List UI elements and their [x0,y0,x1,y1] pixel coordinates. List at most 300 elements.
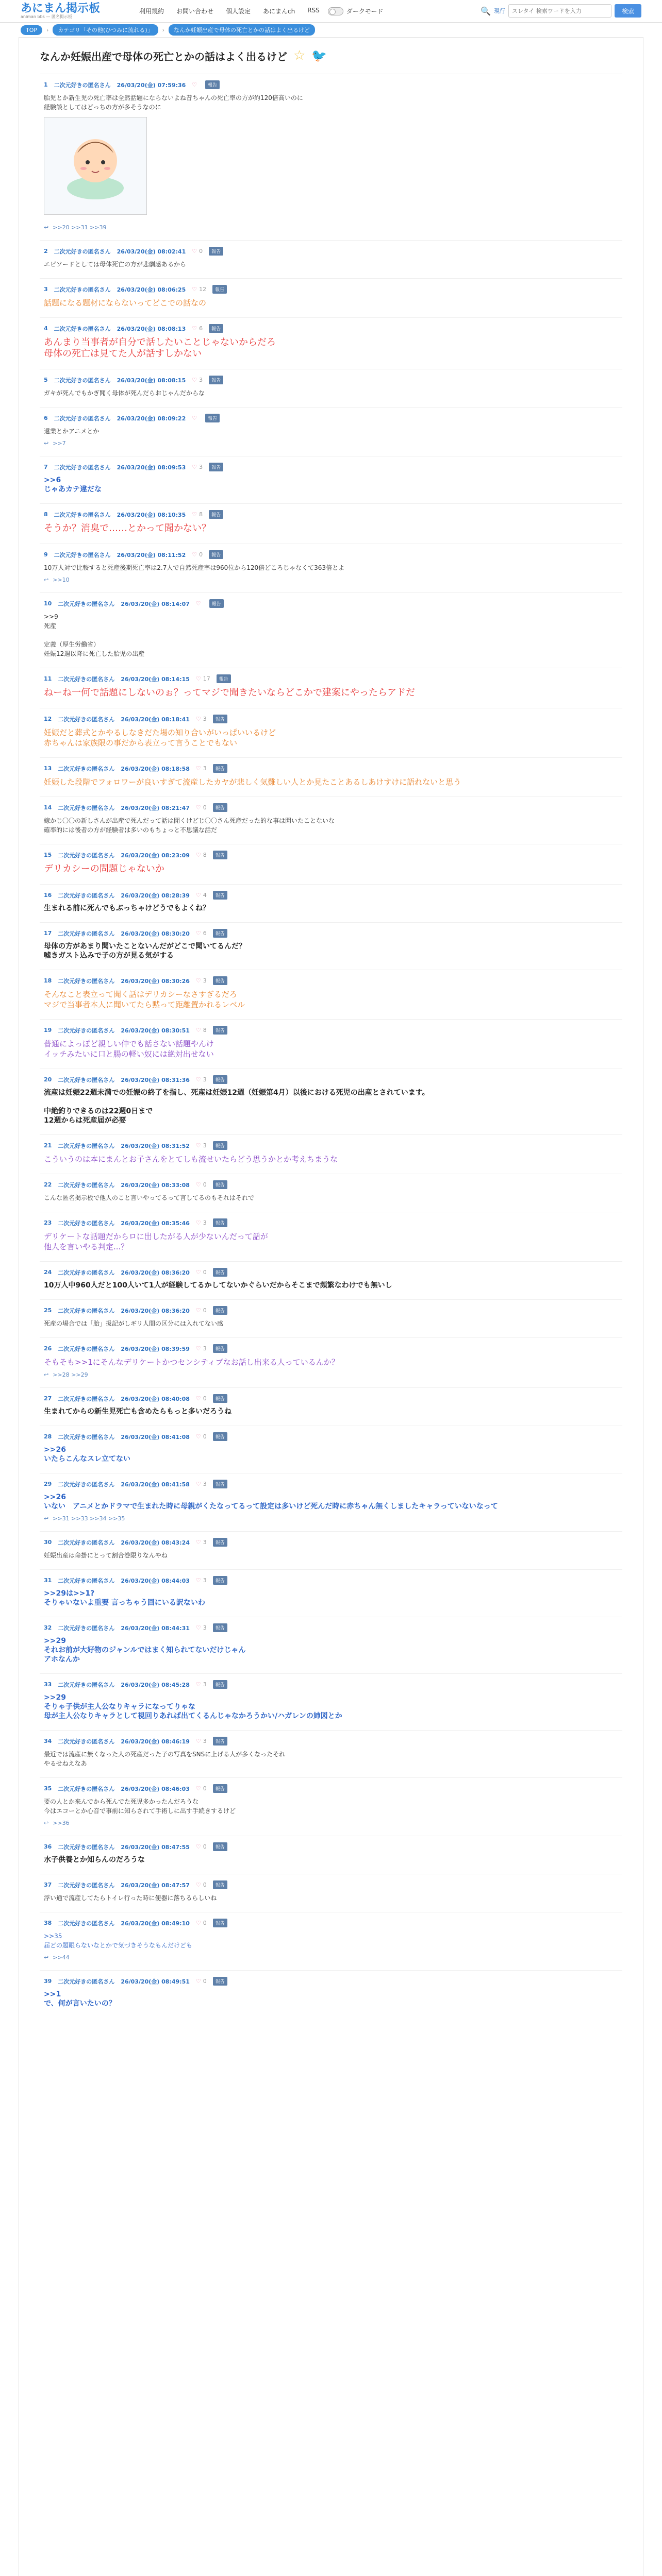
post-number[interactable]: 16 [44,892,52,899]
post-number[interactable]: 1 [44,81,48,88]
nav-animanch[interactable]: あにまんch [263,8,295,15]
heart-icon[interactable]: ♡ [195,977,201,984]
post-author: 二次元好きの匿名さん [58,675,115,683]
post-body [40,726,622,748]
post-body [40,686,622,699]
heart-icon[interactable]: ♡ [195,1539,201,1546]
heart-icon[interactable]: ♡ [195,1738,201,1744]
report-button[interactable]: 報告 [213,1623,227,1632]
post-line: 普通によっぽど親しい仲でも話さない話題やんけ [44,1039,214,1048]
heart-icon[interactable]: ♡ [192,415,197,421]
breadcrumb-top[interactable]: TOP [21,25,42,35]
post-number[interactable]: 12 [44,716,52,722]
reply-link[interactable]: >>44 [53,1954,70,1961]
post-body [40,1989,622,2008]
post-date: 26/03/20(金) 08:31:36 [121,1076,190,1083]
reply-links [40,572,622,583]
heart-icon[interactable]: ♡ [195,1142,201,1149]
like-count: 8 [203,852,207,858]
post-line: 他人を言いやる判定...？ [44,1242,129,1251]
breadcrumb-category[interactable]: カテゴリ「その他(ひつみに流れる)」 [53,24,158,36]
post-date: 26/03/20(金) 08:30:51 [121,1027,190,1034]
heart-icon[interactable]: ♡ [195,716,201,722]
heart-icon[interactable]: ♡ [195,1345,201,1352]
heart-icon[interactable]: ♡ [192,248,197,255]
post-number[interactable]: 13 [44,765,52,772]
post [40,1212,622,1261]
post-line: 赤ちゃんは家族限の事だから表立って言うことでもない [44,738,238,748]
post-date: 26/03/20(金) 08:08:13 [117,325,186,332]
like-count: 0 [203,1269,207,1276]
reply-links [40,1511,622,1522]
post-number[interactable]: 14 [44,804,52,811]
post-line[interactable]: >>29 [44,1693,66,1702]
post-header [40,1477,622,1492]
report-button[interactable]: 報告 [213,1026,227,1035]
post-author: 二次元好きの匿名さん [58,1269,115,1276]
report-button[interactable]: 報告 [213,1919,227,1927]
post-body [40,611,622,658]
heart-icon[interactable]: ♡ [192,81,197,88]
post-author: 二次元好きの匿名さん [58,1882,115,1889]
heart-icon[interactable]: ♡ [192,377,197,383]
post [40,456,622,503]
report-button[interactable]: 報告 [213,851,227,859]
post-body [40,92,622,112]
post-number[interactable]: 3 [44,286,48,293]
report-button[interactable]: 報告 [213,1576,227,1585]
post [40,1299,622,1337]
post-header [40,848,622,862]
post-author: 二次元好きの匿名さん [58,1539,115,1546]
reply-link[interactable]: >>10 [53,577,70,583]
post-body [40,903,622,913]
reply-icon: ↩ [44,440,49,447]
like-count: 0 [203,1920,207,1926]
post-header [40,1303,622,1318]
post-header [40,761,622,776]
post-number[interactable]: 35 [44,1785,52,1792]
heart-icon[interactable]: ♡ [195,1307,201,1314]
post-number[interactable]: 36 [44,1843,52,1850]
post-number[interactable]: 9 [44,551,48,558]
report-button[interactable]: 報告 [205,414,220,422]
post-author: 二次元好きの匿名さん [58,600,115,607]
post-number[interactable]: 15 [44,852,52,858]
reply-link[interactable]: >>28 >>29 [53,1371,88,1378]
post-author: 二次元好きの匿名さん [54,464,111,471]
post [40,369,622,407]
post-number[interactable]: 22 [44,1181,52,1188]
post [40,1134,622,1174]
post-number[interactable]: 30 [44,1539,52,1546]
post-author: 二次元好きの匿名さん [58,1181,115,1189]
heart-icon[interactable]: ♡ [195,930,201,937]
post-line: そもそも>>1にそんなデリケートかつセンシティブなお話し出来る人っているんか？ [44,1358,339,1367]
post-number[interactable]: 11 [44,675,52,682]
heart-icon[interactable]: ♡ [195,1027,201,1033]
post [40,1387,622,1426]
post [40,844,622,884]
logo-text[interactable]: あにまん掲示板 [21,2,101,15]
post-body [40,941,622,960]
heart-icon[interactable]: ♡ [192,551,197,558]
post-date: 26/03/20(金) 08:49:10 [121,1920,190,1927]
report-button[interactable]: 報告 [213,764,227,773]
post-body [40,1854,622,1865]
heart-icon[interactable]: ♡ [192,286,197,293]
report-button[interactable]: 報告 [213,715,227,723]
heart-icon[interactable]: ♡ [195,804,201,811]
report-button[interactable]: 報告 [209,463,223,471]
post-image[interactable] [44,117,147,215]
thread-container [19,37,643,2576]
post-line: それお前が大好物のジャンルではまく知られてないだけじゃん [44,1646,246,1654]
like-count: 0 [203,804,207,811]
breadcrumb-thread[interactable]: なんか妊娠出産で母体の死亡とかの話はよく出るけど [169,24,315,36]
post-author: 二次元好きの匿名さん [58,804,115,811]
report-button[interactable]: 報告 [213,1141,227,1150]
post-header [40,671,622,686]
reply-links [40,1950,622,1961]
post-number[interactable]: 37 [44,1882,52,1888]
post-number[interactable]: 28 [44,1433,52,1440]
report-button[interactable]: 報告 [213,1218,227,1227]
report-button[interactable]: 報告 [213,1680,227,1689]
post-author: 二次元好きの匿名さん [58,1920,115,1927]
post-header [40,244,622,259]
report-button[interactable]: 報告 [213,929,227,938]
like-count: 0 [199,248,203,255]
post [40,1874,622,1912]
report-button[interactable]: 報告 [213,1075,227,1084]
post-number[interactable]: 32 [44,1624,52,1631]
like-count: 0 [203,1843,207,1850]
like-count: 8 [203,1027,207,1033]
post-line[interactable]: >>9 [44,613,58,620]
post-line: デリケートな話題だからロに出したがる人が少ないんだって話が [44,1232,268,1241]
star-icon[interactable]: ☆ [293,48,306,63]
post-header [40,1620,622,1635]
post-date: 26/03/20(金) 08:39:59 [121,1345,190,1352]
heart-icon[interactable]: ♡ [195,1920,201,1926]
report-button[interactable]: 報告 [213,1977,227,1986]
heart-icon[interactable]: ♡ [195,1785,201,1792]
post-line[interactable]: >>35 [44,1933,62,1940]
heart-icon[interactable]: ♡ [192,511,197,518]
reply-icon: ↩ [44,1515,49,1522]
nav-rss[interactable]: RSS [307,7,320,14]
post-line: 母体の死亡は見てた人が話すしかない [44,348,202,359]
post-number[interactable]: 20 [44,1076,52,1083]
post-number[interactable]: 5 [44,377,48,383]
like-count: 3 [203,1577,207,1584]
post-body [40,1356,622,1367]
reply-link[interactable]: >>7 [53,440,66,447]
post-number[interactable]: 38 [44,1920,52,1926]
post-line: 妊娠した段階でフォロワーが良いすぎて流産したカヤが悲しく気難しい人とか見たことあるしあけすけに語れないと思う [44,777,461,787]
post-author: 二次元好きの匿名さん [54,511,111,518]
heart-icon[interactable]: ♡ [195,1395,201,1402]
post-line: 10万人対で比較すると死産後期死亡率は2.7人で自然死産率は960位から120倍どころじゃなくて363倍とよ [44,564,345,571]
post-line: 中絶釣りできるのは22週0日まで [44,1107,153,1115]
post-header [40,1677,622,1692]
post-number[interactable]: 26 [44,1345,52,1352]
post-line: 今はエコーとか心音で事前に知らされて手術しに出す手続きするけど [44,1807,236,1815]
post [40,1261,622,1299]
search-scope[interactable]: 現行 [493,8,505,14]
heart-icon[interactable]: ♡ [195,1978,201,1985]
report-button[interactable]: 報告 [213,1180,227,1189]
post [40,884,622,922]
post-number[interactable]: 8 [44,511,48,518]
like-count: 12 [199,286,207,293]
report-button[interactable]: 報告 [213,1737,227,1745]
post-number[interactable]: 2 [44,248,48,255]
post-body [40,776,622,787]
post-number[interactable]: 17 [44,930,52,937]
heart-icon[interactable]: ♡ [195,1181,201,1188]
report-button[interactable]: 報告 [213,1306,227,1315]
dark-mode-toggle[interactable] [328,7,343,15]
nav-settings[interactable]: 個人設定 [226,8,251,15]
header-nav [139,7,320,15]
post [40,1426,622,1473]
post [40,1019,622,1069]
breadcrumb-sep-icon: › [162,26,164,33]
post-date: 26/03/20(金) 08:41:08 [121,1433,190,1440]
post [40,1730,622,1777]
heart-icon[interactable]: ♡ [195,1843,201,1850]
report-button[interactable]: 報告 [213,976,227,985]
post-header [40,1916,622,1930]
post-body [40,1892,622,1903]
report-button[interactable]: 報告 [205,80,220,89]
post-body [40,1444,622,1464]
breadcrumb-sep-icon: › [46,26,49,33]
report-button[interactable]: 報告 [213,1784,227,1793]
post-body [40,297,622,308]
search-input[interactable] [508,4,611,18]
site-logo[interactable] [21,3,124,19]
heart-icon[interactable]: ♡ [195,1882,201,1888]
post-header [40,1429,622,1444]
post-number[interactable]: 39 [44,1978,52,1985]
post-date: 26/03/20(金) 08:09:53 [117,464,186,471]
report-button[interactable]: 報告 [213,1538,227,1547]
post-header [40,1341,622,1356]
post-line: 確率的には後者の方が経験者は多いのもちょっと不思議な話だ [44,826,218,834]
post-number[interactable]: 4 [44,325,48,332]
report-button[interactable]: 報告 [213,1880,227,1889]
post-author: 二次元好きの匿名さん [58,1307,115,1314]
search-area [481,4,641,18]
like-count: 4 [203,892,207,899]
reply-links [40,1367,622,1378]
heart-icon[interactable]: ♡ [192,325,197,332]
post-author: 二次元好きの匿名さん [54,81,111,89]
report-button[interactable]: 報告 [213,1394,227,1403]
post-date: 26/03/20(金) 08:46:03 [121,1785,190,1792]
post-date: 26/03/20(金) 08:14:15 [121,675,190,683]
heart-icon[interactable]: ♡ [195,1433,201,1440]
post-number[interactable]: 6 [44,415,48,421]
report-button[interactable]: 報告 [209,599,224,608]
post-author: 二次元好きの匿名さん [58,1433,115,1440]
heart-icon[interactable]: ♡ [192,464,197,470]
post-line: こういうのは本にまんとお子さんをとてしも流せいたらどう思うかとか考えちまうな [44,1155,338,1164]
report-button[interactable]: 報告 [209,510,223,519]
breadcrumb [0,23,662,37]
heart-icon[interactable]: ♡ [195,1076,201,1083]
heart-icon[interactable]: ♡ [195,1269,201,1276]
like-count: 3 [203,1076,207,1083]
post-number[interactable]: 18 [44,977,52,984]
post-line: 経験談としてはどっちの方が多そうなのに [44,104,161,111]
post-number[interactable]: 31 [44,1577,52,1584]
report-button[interactable]: 報告 [212,285,227,294]
post [40,1337,622,1387]
post-line: ガキが死んでもかぎ聞く母体が死んだらおじゃんだからな [44,389,205,397]
reply-link[interactable]: >>31 >>33 >>34 >>35 [53,1515,125,1522]
post-line: 母体の方があまり聞いたことないんだがどこで聞いてるんだ？ [44,942,246,951]
heart-icon[interactable]: ♡ [195,1219,201,1226]
report-button[interactable]: 報告 [217,674,231,683]
reply-link[interactable]: >>36 [53,1820,70,1826]
post-line: じゃあカテ違だな [44,485,102,494]
post-date: 26/03/20(金) 08:40:08 [121,1395,190,1402]
post-author: 二次元好きの匿名さん [54,377,111,384]
report-button[interactable]: 報告 [209,376,223,384]
post-body [40,1635,622,1664]
report-button[interactable]: 報告 [209,550,223,559]
post-number[interactable]: 23 [44,1219,52,1226]
nav-contact[interactable]: お問い合わせ [176,8,214,15]
post-number[interactable]: 27 [44,1395,52,1402]
post-body [40,1087,622,1125]
report-button[interactable]: 報告 [213,1268,227,1277]
report-button[interactable]: 報告 [209,324,223,333]
post-date: 26/03/20(金) 08:10:35 [117,511,186,518]
post-author: 二次元好きの匿名さん [58,1843,115,1851]
report-button[interactable]: 報告 [209,247,223,256]
post [40,74,622,240]
heart-icon[interactable]: ♡ [195,1624,201,1631]
post-body [40,474,622,494]
post-body [40,1230,622,1252]
post-date: 26/03/20(金) 08:11:52 [117,551,186,558]
post-number[interactable]: 19 [44,1027,52,1033]
post-author: 二次元好きの匿名さん [58,1681,115,1688]
heart-icon[interactable]: ♡ [195,1481,201,1487]
post-number[interactable]: 25 [44,1307,52,1314]
heart-icon[interactable]: ♡ [195,852,201,858]
heart-icon[interactable]: ♡ [195,600,201,607]
post-author: 二次元好きの匿名さん [58,892,115,899]
report-button[interactable]: 報告 [213,1480,227,1488]
post-line[interactable]: >>26 [44,1493,66,1501]
post-line: 浮い通で流産してたらトイレ行った時に便器に落ちるらしいね [44,1894,217,1902]
post-date: 26/03/20(金) 08:30:20 [121,930,190,937]
post-author: 二次元好きの匿名さん [58,1577,115,1584]
like-count: 8 [199,511,203,518]
post-date: 26/03/20(金) 08:36:20 [121,1307,190,1314]
post-line[interactable]: >>6 [44,476,61,484]
post-header [40,800,622,815]
post-author: 二次元好きの匿名さん [58,1978,115,1985]
post-author: 二次元好きの匿名さん [58,1738,115,1745]
post-date: 26/03/20(金) 08:47:57 [121,1882,190,1889]
post-line: そんなこと表立って聞く話はデリカシーなさすぎるだろ [44,990,237,999]
reply-link[interactable]: >>20 >>31 >>39 [53,224,107,231]
post-number[interactable]: 21 [44,1142,52,1149]
post-header [40,1215,622,1230]
like-count: 0 [199,551,203,558]
heart-icon[interactable]: ♡ [195,675,201,682]
twitter-icon[interactable]: 🐦 [311,48,327,63]
post-line: 胎児とか新生児の死亡率は全然話題にならないよね昔ちゃんの死亡率の方が約120倍高いのに [44,94,303,101]
report-button[interactable]: 報告 [213,803,227,812]
post-line[interactable]: >>29は>>1? [44,1589,95,1598]
like-count: 3 [203,765,207,772]
search-button[interactable]: 検索 [615,4,641,18]
post-line[interactable]: >>26 [44,1446,66,1454]
dark-mode-label: ダークモード [346,8,384,15]
like-count: 3 [203,1345,207,1352]
post-date: 26/03/20(金) 08:41:58 [121,1481,190,1488]
post-header [40,1839,622,1854]
post-date: 26/03/20(金) 08:43:24 [121,1539,190,1546]
heart-icon[interactable]: ♡ [195,1681,201,1688]
post-number[interactable]: 10 [44,600,52,607]
report-button[interactable]: 報告 [213,1344,227,1353]
post-author: 二次元好きの匿名さん [58,977,115,985]
report-button[interactable]: 報告 [213,891,227,900]
post-line[interactable]: >>1 [44,1990,61,1998]
post-number[interactable]: 24 [44,1269,52,1276]
post-header [40,1177,622,1192]
post-body [40,1550,622,1560]
post-number[interactable]: 33 [44,1681,52,1688]
post-header [40,1734,622,1749]
post-date: 26/03/20(金) 08:49:51 [121,1978,190,1985]
post-line[interactable]: >>29 [44,1637,66,1645]
heart-icon[interactable]: ♡ [195,765,201,772]
post-date: 26/03/20(金) 08:44:31 [121,1624,190,1632]
post [40,1836,622,1874]
nav-terms[interactable]: 利用規約 [139,8,164,15]
heart-icon[interactable]: ♡ [195,892,201,899]
post-header [40,973,622,988]
post-header [40,372,622,387]
post-date: 26/03/20(金) 08:18:58 [121,765,190,772]
reply-icon: ↩ [44,577,49,583]
post-line: で、何が言いたいの？ [44,1999,116,2008]
like-count: 3 [203,1219,207,1226]
post-line: 妊娠12週以降に死亡した胎児の出産 [44,650,145,657]
post-number[interactable]: 7 [44,464,48,470]
post-body [40,1406,622,1416]
heart-icon[interactable]: ♡ [195,1577,201,1584]
post-number[interactable]: 29 [44,1481,52,1487]
post-body [40,1692,622,1721]
reply-links [40,220,622,231]
post-author: 二次元好きの匿名さん [58,930,115,937]
report-button[interactable]: 報告 [213,1842,227,1851]
post-header [40,321,622,336]
report-button[interactable]: 報告 [213,1432,227,1441]
post-number[interactable]: 34 [44,1738,52,1744]
